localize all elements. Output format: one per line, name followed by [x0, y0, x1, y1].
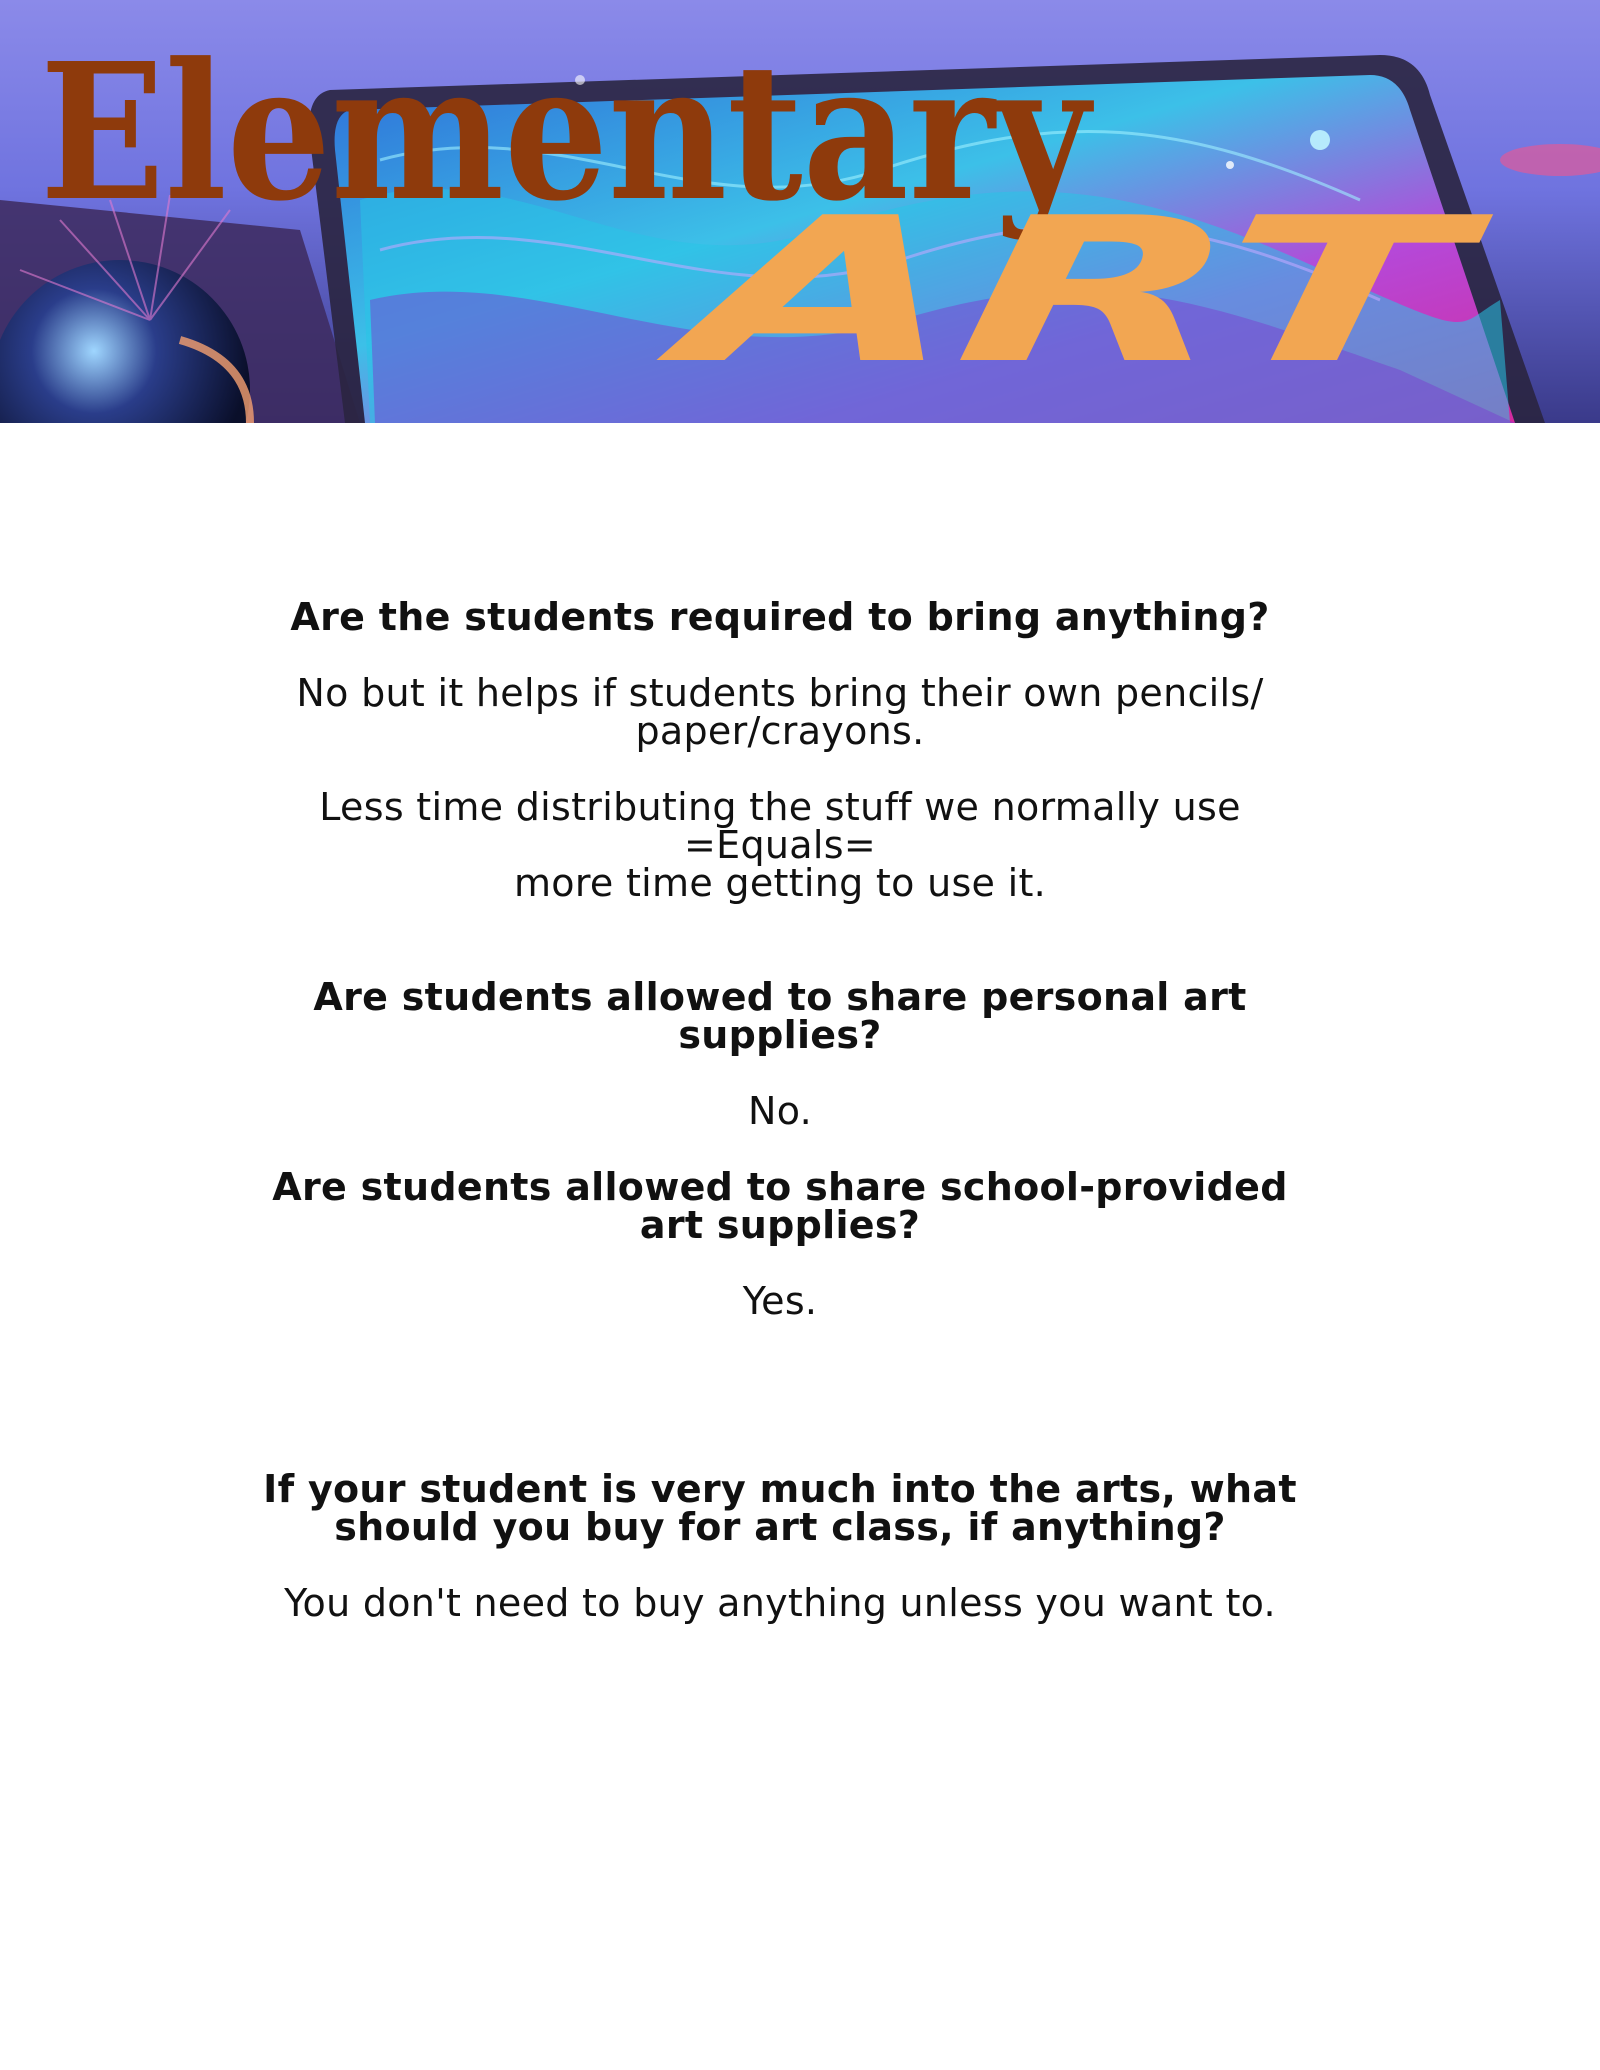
faq-section: [240, 595, 1320, 1625]
faq-answer-4: [240, 1581, 1320, 1625]
faq-question-1-line-1: Are the students required to bring anything?: [290, 595, 1270, 639]
faq-question-4: [240, 1467, 1320, 1549]
faq-question-4-line-1: If your student is very much into the arts, what: [263, 1467, 1297, 1511]
banner-title-art: ART: [672, 174, 1142, 408]
faq-answer-1-line-5: more time getting to use it.: [513, 861, 1047, 905]
faq-question-1: [240, 595, 1320, 639]
faq-answer-1-block-1: [240, 671, 1320, 753]
faq-answer-1-block-2: [240, 785, 1320, 905]
faq-question-2-line-1: Are students allowed to share personal art: [313, 975, 1247, 1019]
banner-artwork: [0, 0, 1600, 423]
faq-answer-2-line-1: No.: [748, 1089, 812, 1133]
faq-answer-3: [240, 1279, 1320, 1323]
faq-question-3: [240, 1165, 1320, 1247]
faq-answer-1-line-2: paper/crayons.: [635, 709, 925, 753]
faq-question-3-line-2: art supplies?: [639, 1203, 921, 1247]
header-banner: [0, 0, 1600, 423]
faq-answer-1-line-3: Less time distributing the stuff we normally use: [319, 785, 1241, 829]
faq-answer-4-line-1: You don't need to buy anything unless you want to.: [284, 1581, 1276, 1625]
faq-answer-2: [240, 1089, 1320, 1133]
faq-question-4-line-2: should you buy for art class, if anything?: [334, 1505, 1226, 1549]
faq-question-3-line-1: Are students allowed to share school-provided: [272, 1165, 1288, 1209]
faq-answer-1-line-1: No but it helps if students bring their own pencils/: [296, 671, 1264, 715]
faq-answer-1-line-4: =Equals=: [684, 823, 876, 867]
banner-title-word: Elementary: [40, 22, 1095, 243]
faq-answer-3-line-1: Yes.: [742, 1279, 818, 1323]
faq-question-2: [240, 975, 1320, 1057]
faq-question-2-line-2: supplies?: [678, 1013, 882, 1057]
